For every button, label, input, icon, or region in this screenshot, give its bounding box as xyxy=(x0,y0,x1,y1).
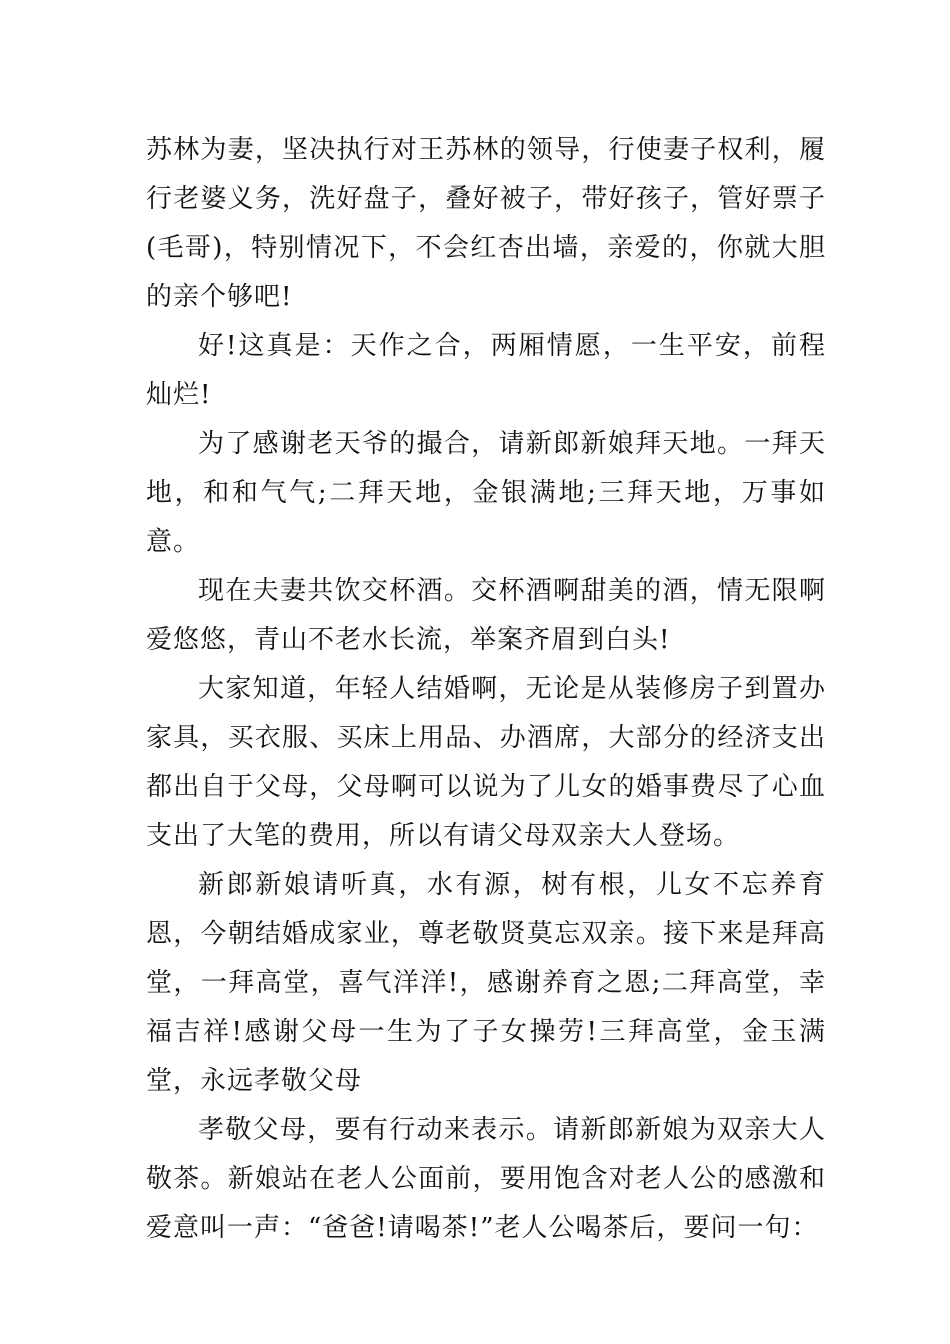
paragraph-2: 好!这真是：天作之合，两厢情愿，一生平安，前程灿烂! xyxy=(146,331,826,410)
paragraph-4: 现在夫妻共饮交杯酒。交杯酒啊甜美的酒，情无限啊爱悠悠，青山不老水长流，举案齐眉到白头! xyxy=(146,576,826,655)
paragraph-1: 苏林为妻，坚决执行对王苏林的领导，行使妻子权利，履行老婆义务，洗好盘子，叠好被子，带好孩子，管好票子(毛哥)，特别情况下，不会红杏出墙，亲爱的，你就大胆的亲个够吧! xyxy=(146,135,826,312)
paragraph-3: 为了感谢老天爷的撮合，请新郎新娘拜天地。一拜天地，和和气气;二拜天地，金银满地;三拜天地，万事如意。 xyxy=(146,429,826,557)
document-body xyxy=(146,126,826,1253)
paragraph-6: 新郎新娘请听真，水有源，树有根，儿女不忘养育恩，今朝结婚成家业，尊老敬贤莫忘双亲。接下来是拜高堂，一拜高堂，喜气洋洋!，感谢养育之恩;二拜高堂，幸福吉祥!感谢父母一生为了子女操劳!三拜高堂，金玉满堂，永远孝敬父母 xyxy=(146,870,826,1096)
paragraph-7: 孝敬父母，要有行动来表示。请新郎新娘为双亲大人敬茶。新娘站在老人公面前，要用饱含对老人公的感激和爱意叫一声：“爸爸!请喝茶!”老人公喝茶后，要问一句： xyxy=(146,1115,826,1243)
paragraph-5: 大家知道，年轻人结婚啊，无论是从装修房子到置办家具，买衣服、买床上用品、办酒席，大部分的经济支出都出自于父母，父母啊可以说为了儿女的婚事费尽了心血支出了大笔的费用，所以有请父母双亲大人登场。 xyxy=(146,674,826,851)
